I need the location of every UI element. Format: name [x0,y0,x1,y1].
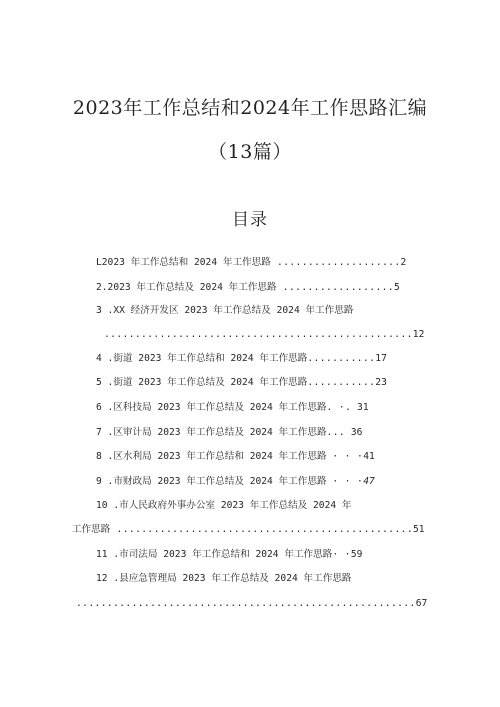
toc-entry-9[interactable] [96,476,375,488]
toc-entry-leader: ....................................................... [76,598,416,609]
toc-entry-leader: .................... [270,257,401,268]
toc-entry-leader: ........... [307,377,376,388]
toc-entry-3-continuation[interactable] [104,329,424,341]
toc-entry-4[interactable] [96,353,387,365]
toc-entry-8[interactable] [96,451,375,463]
document-title: 2023年工作总结和2024年工作思路汇编 [72,97,428,119]
toc-entry-text: 5 .街道 2023 年工作总结及 2024 年工作思路 [96,377,308,388]
toc-entry-page: 5 [393,282,400,293]
toc-entry-page: 2 [400,257,407,268]
toc-entry-page: 51 [413,524,425,535]
toc-heading: 目录 [232,210,268,230]
toc-entry-page: 23 [375,377,387,388]
toc-entry-text: L2023 年工作总结和 2024 年工作思路 [96,257,271,268]
toc-entry-leader: ........... [307,353,376,364]
toc-entry-text: 10 .市人民政府外事办公室 2023 年工作总结及 2024 年 [96,500,352,511]
toc-entry-text: 3 .XX 经济开发区 2023 年工作总结及 2024 年工作思路 [96,305,354,316]
toc-entry-12-continuation[interactable] [76,598,427,610]
toc-entry-page: 17 [375,353,387,364]
toc-entry-text: 工作思路 [72,524,111,535]
toc-entry-text: 9 .市财政局 2023 年工作总结及 2024 年工作思路 [96,476,327,487]
toc-entry-leader: ................................................ [110,524,413,535]
toc-entry-3[interactable] [96,305,353,317]
toc-entry-text: 12 .县应急管理局 2023 年工作总结及 2024 年工作思路 [96,573,352,584]
toc-entry-text: 7 .区审计局 2023 年工作总结及 2024 年工作思路 [96,427,327,438]
toc-entry-leader: · · · [332,451,364,462]
toc-entry-1[interactable] [96,257,406,269]
toc-entry-page: 41 [363,451,375,462]
toc-entry-10-continuation[interactable] [72,524,425,536]
toc-entry-leader: · · [332,549,351,560]
toc-entry-page: 59 [350,549,363,560]
toc-entry-6[interactable] [96,402,369,414]
toc-entry-leader: · · · [332,476,364,487]
toc-entry-10[interactable] [96,500,352,512]
toc-entry-leader: ... [326,427,346,438]
toc-entry-text: 8 .区水利局 2023 年工作总结和 2024 年工作思路 [96,451,327,462]
toc-entry-11[interactable] [96,549,362,561]
toc-entry-page: 12 [412,329,425,340]
document-subtitle: （13篇） [208,141,292,163]
toc-entry-5[interactable] [96,377,387,389]
toc-entry-leader: .................................................. [104,329,413,340]
toc-entry-12[interactable] [96,573,352,585]
toc-entry-page: 67 [415,598,428,609]
toc-entry-page: 47 [363,476,375,487]
toc-entry-page: 36 [350,427,363,438]
toc-entry-leader: . ·. [326,402,352,413]
toc-entry-7[interactable] [96,427,362,439]
toc-entry-text: 2.2023 年工作总结及 2024 年工作思路 [96,282,277,293]
toc-entry-text: 4 .街道 2023 年工作总结和 2024 年工作思路 [96,353,308,364]
toc-entry-leader: .................. [276,282,394,293]
toc-entry-page: 31 [357,402,369,413]
toc-entry-text: 11 .市司法局 2023 年工作总结和 2024 年工作思路 [96,549,333,560]
toc-entry-2[interactable] [96,282,400,294]
toc-entry-text: 6 .区科技局 2023 年工作总结及 2024 年工作思路 [96,402,327,413]
